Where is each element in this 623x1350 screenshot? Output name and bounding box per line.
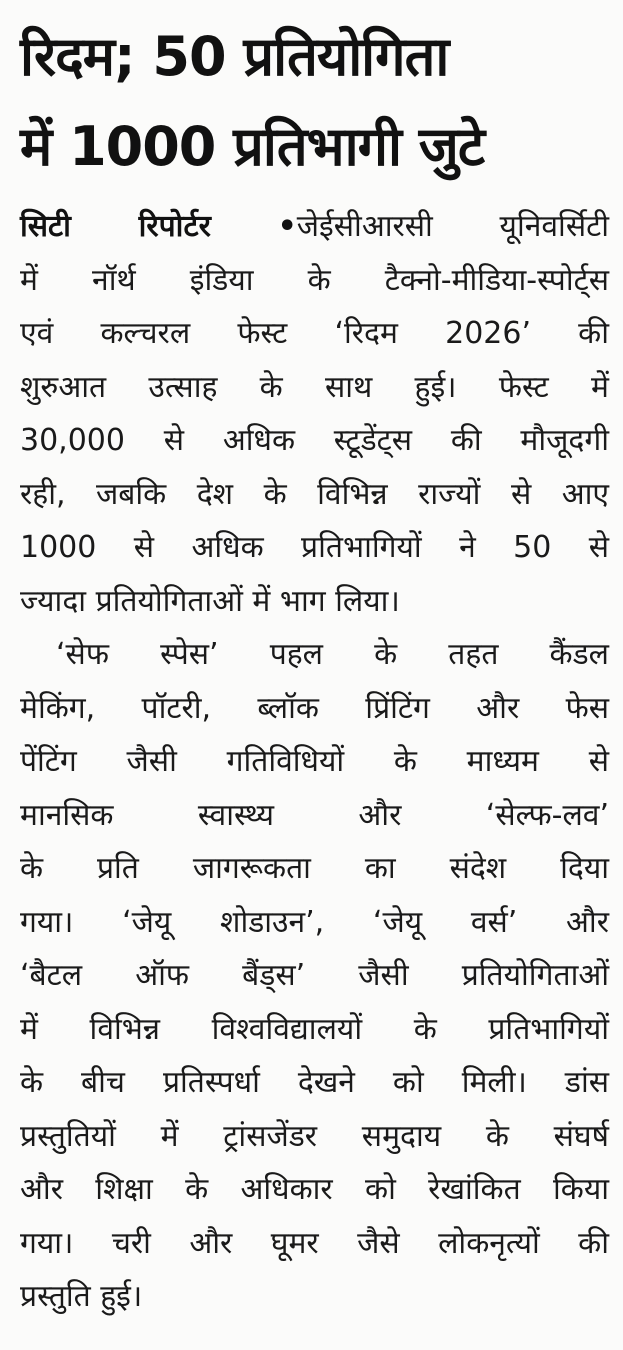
paragraph-2-line: गया। ‘जेयू शोडाउन’, ‘जेयू वर्स’ और [20,904,609,940]
byline-separator: • [277,209,297,244]
article-body [20,200,609,1324]
paragraph-2-line: के प्रति जागरूकता का संदेश दिया [20,851,609,886]
paragraph-2-line: पेंटिंग जैसी गतिविधियों के माध्यम से [20,744,609,779]
paragraph-2-line: मेकिंग, पॉटरी, ब्लॉक प्रिंटिंग और फेस [20,690,609,726]
paragraph-1-line: 1000 से अधिक प्रतिभागियों ने 50 से [20,530,609,565]
headline-line-1: रिदम; 50 प्रतियोगिता [20,25,449,88]
headline-line-2: में 1000 प्रतिभागी जुटे [20,115,485,178]
paragraph-2-line: और शिक्षा के अधिकार को रेखांकित किया [20,1172,609,1207]
paragraph-2-line: प्रस्तुतियों में ट्रांसजेंडर समुदाय के संघर्ष [20,1118,609,1154]
paragraph-1-line: में नॉर्थ इंडिया के टैक्नो-मीडिया-स्पोर्ट्स [20,262,609,298]
paragraph-2-line: प्रस्तुति हुई। [20,1279,143,1314]
paragraph-2-line: मानसिक स्वास्थ्य और ‘सेल्फ-लव’ [20,797,609,833]
paragraph-2 [20,628,609,1324]
paragraph-1-line-1-text: जेईसीआरसी यूनिवर्सिटी [296,209,609,244]
paragraph-1-line: 30,000 से अधिक स्टूडेंट्स की मौजूदगी [20,423,609,458]
paragraph-1-line: रही, जबकि देश के विभिन्न राज्यों से आए [20,476,609,512]
paragraph-2-line: गया। चरी और घूमर जैसे लोकनृत्यों की [20,1225,609,1261]
paragraph-1-line: ज्यादा प्रतियोगिताओं में भाग लिया। [20,583,400,619]
paragraph-2-line: ‘सेफ स्पेस’ पहल के तहत कैंडल [56,637,609,672]
paragraph-2-line: के बीच प्रतिस्पर्धा देखने को मिली। डांस [20,1065,609,1100]
paragraph-2-line: ‘बैटल ऑफ बैंड्स’ जैसी प्रतियोगिताओं [20,958,609,993]
paragraph-1 [20,200,609,628]
paragraph-1-line: शुरुआत उत्साह के साथ हुई। फेस्ट में [20,369,609,405]
byline: सिटी रिपोर्टर [20,209,211,244]
paragraph-1-line: एवं कल्चरल फेस्ट ‘रिदम 2026’ की [20,316,609,351]
paragraph-2-line: में विभिन्न विश्वविद्यालयों के प्रतिभागियों [20,1011,609,1047]
paragraph-1-line-1 [20,200,609,254]
headline [20,0,609,192]
